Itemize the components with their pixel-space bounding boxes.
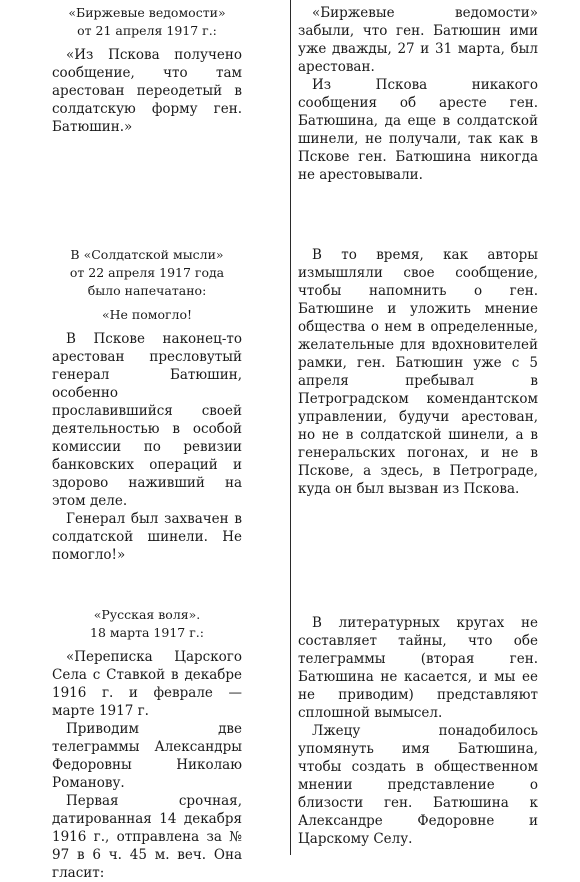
block2-source — [52, 246, 242, 564]
source-date: 18 марта 1917 г.: — [90, 625, 204, 640]
block2-commentary — [298, 246, 538, 498]
column-divider — [290, 0, 291, 855]
block3-source — [52, 606, 242, 882]
commentary-paragraph: Из Пскова никакого сообщения об аресте ген. Батюшина, да еще в солдатской шинели, не получали, так как в Пскове ген. Батюшина никогда не арестовывали. — [298, 77, 538, 183]
block3-commentary — [298, 614, 538, 848]
quote-paragraph: «Из Пскова получено сообщение, что там арестован переодетый в солдатскую форму ген. Батюшин.» — [52, 47, 242, 135]
block1-source — [52, 4, 242, 136]
quote-paragraph: «Переписка Царского Села с Ставкой в декабре 1916 г. и феврале — марте 1917 г. — [52, 649, 242, 719]
commentary-paragraph: В литературных кругах не составляет тайны, что обе телеграммы (вторая ген. Батюшина не касается, и мы ее не приводим) представляют сплошной вымысел. — [298, 615, 538, 721]
source-caption: «Русская воля». — [93, 607, 201, 622]
quote-paragraph: Первая срочная, датированная 14 декабря 1916 г., отправлена за № 97 в 6 ч. 45 м. веч. Она гласит: — [52, 793, 242, 881]
source-caption: В «Солдатской мысли» — [70, 247, 224, 262]
source-caption: «Биржевые ведомости» — [68, 5, 226, 20]
quote-title: «Не помогло! — [101, 307, 193, 322]
quote-paragraph: В Пскове наконец-то арестован пресловутый генерал Батюшин, особенно прославившийся своей деятельностью в особой комиссии по ревизии банковских операций и здорово наживший на этом деле. — [52, 331, 242, 509]
source-intro: было напечатано: — [87, 283, 207, 298]
commentary-paragraph: В то время, как авторы измышляли свое сообщение, чтобы напомнить о ген. Батюшине и уложить мнение общества о нем в определенные, желательные для вдохновителей рамки, ген. Батюшин уже с 5 апреля пребывал в Петроградском комендантском управлении, будучи арестован, но не в солдатской шинели, а в генеральских погонах, и не в Пскове, а здесь, в Петрограде, куда он был вызван из Пскова. — [298, 247, 538, 497]
block1-commentary — [298, 4, 538, 184]
commentary-paragraph: Лжецу понадобилось упомянуть имя Батюшина, чтобы создать в общественном мнении представление о близости ген. Батюшина к Александре Федоровне и Царскому Селу. — [298, 723, 538, 847]
source-date: от 21 апреля 1917 г.: — [77, 23, 217, 38]
commentary-paragraph: «Биржевые ведомости» забыли, что ген. Батюшин ими уже дважды, 27 и 31 марта, был арестован. — [298, 5, 538, 75]
source-date: от 22 апреля 1917 года — [69, 265, 225, 280]
quote-paragraph: Генерал был захвачен в солдатской шинели. Не помогло!» — [52, 511, 242, 563]
quote-paragraph: Приводим две телеграммы Александры Федоровны Николаю Романову. — [52, 721, 242, 791]
